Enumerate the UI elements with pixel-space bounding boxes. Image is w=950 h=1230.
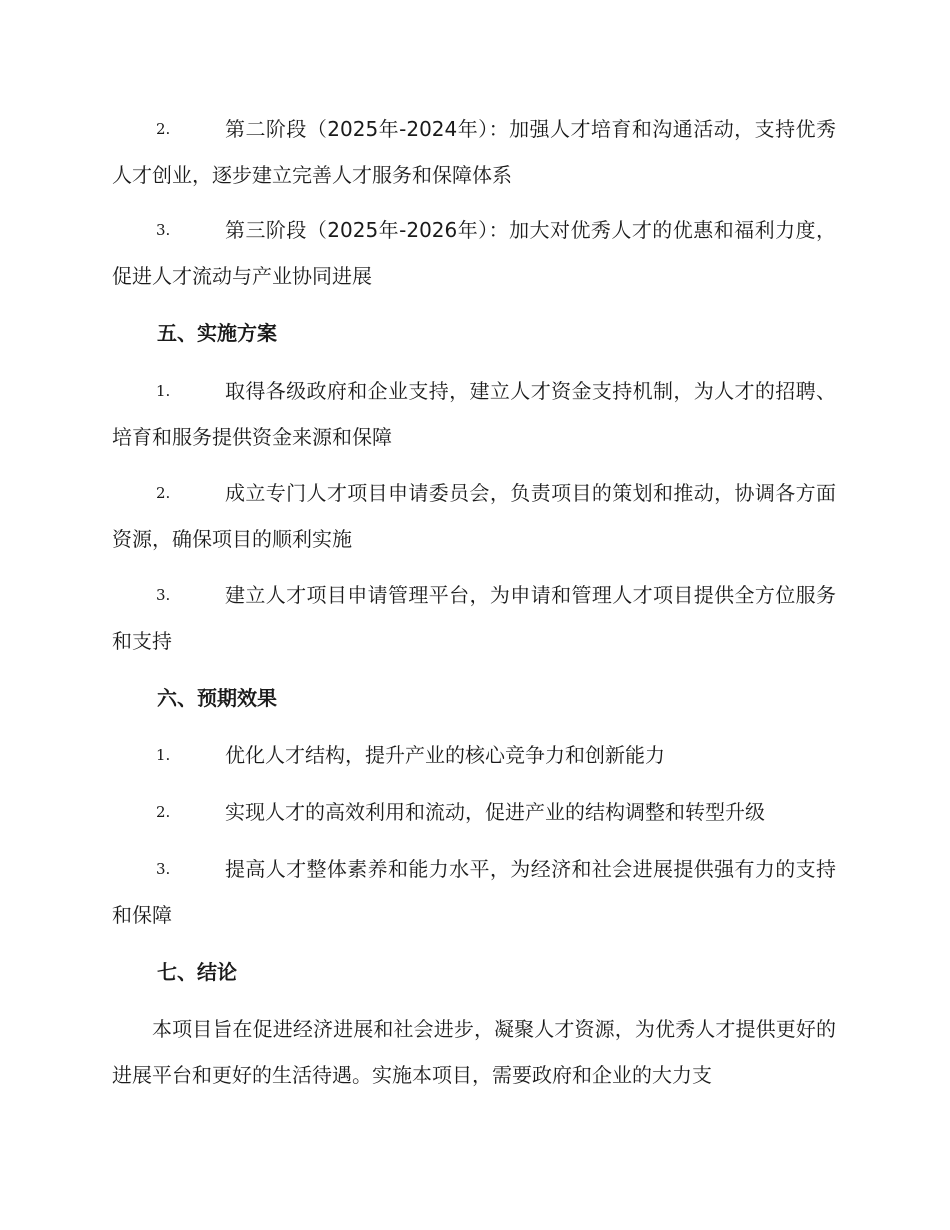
list-text: 第三阶段（2025年-2026年）：加大对优秀人才的优惠和福利力度，促进人才流动与产业协同进展 [112, 218, 836, 288]
list-text: 优化人才结构，提升产业的核心竞争力和创新能力 [225, 743, 665, 767]
list-item-stage-3 [112, 207, 836, 299]
list-number: 3. [156, 221, 171, 239]
list-item-effect-3 [112, 846, 836, 938]
conclusion-paragraph: 本项目旨在促进经济进展和社会进步，凝聚人才资源，为优秀人才提供更好的进展平台和更好的生活待遇。实施本项目，需要政府和企业的大力支 [112, 1017, 836, 1087]
list-number: 1. [156, 746, 171, 764]
list-item-implementation-2 [112, 470, 836, 562]
section-heading-implementation: 五、实施方案 [157, 321, 277, 345]
list-text: 第二阶段（2025年-2024年）：加强人才培育和沟通活动，支持优秀人才创业，逐步建立完善人才服务和保障体系 [112, 117, 836, 187]
list-text: 实现人才的高效利用和流动，促进产业的结构调整和转型升级 [225, 800, 765, 824]
list-number: 2. [156, 484, 171, 502]
list-item-stage-2 [112, 106, 836, 198]
list-item-effect-1 [112, 732, 836, 778]
list-text: 建立人才项目申请管理平台，为申请和管理人才项目提供全方位服务和支持 [112, 583, 836, 653]
list-text: 成立专门人才项目申请委员会，负责项目的策划和推动，协调各方面资源，确保项目的顺利实施 [112, 481, 836, 551]
section-heading-conclusion: 七、结论 [157, 960, 237, 984]
list-number: 1. [156, 382, 171, 400]
list-number: 3. [156, 860, 171, 878]
list-item-effect-2 [112, 789, 836, 835]
list-number: 2. [156, 120, 171, 138]
list-number: 2. [156, 803, 171, 821]
list-text: 取得各级政府和企业支持，建立人才资金支持机制，为人才的招聘、培育和服务提供资金来源和保障 [112, 379, 836, 449]
list-text: 提高人才整体素养和能力水平，为经济和社会进展提供强有力的支持和保障 [112, 857, 836, 927]
list-number: 3. [156, 586, 171, 604]
list-item-implementation-1 [112, 368, 836, 460]
list-item-implementation-3 [112, 572, 836, 664]
section-heading-expected-effects: 六、预期效果 [157, 686, 277, 710]
